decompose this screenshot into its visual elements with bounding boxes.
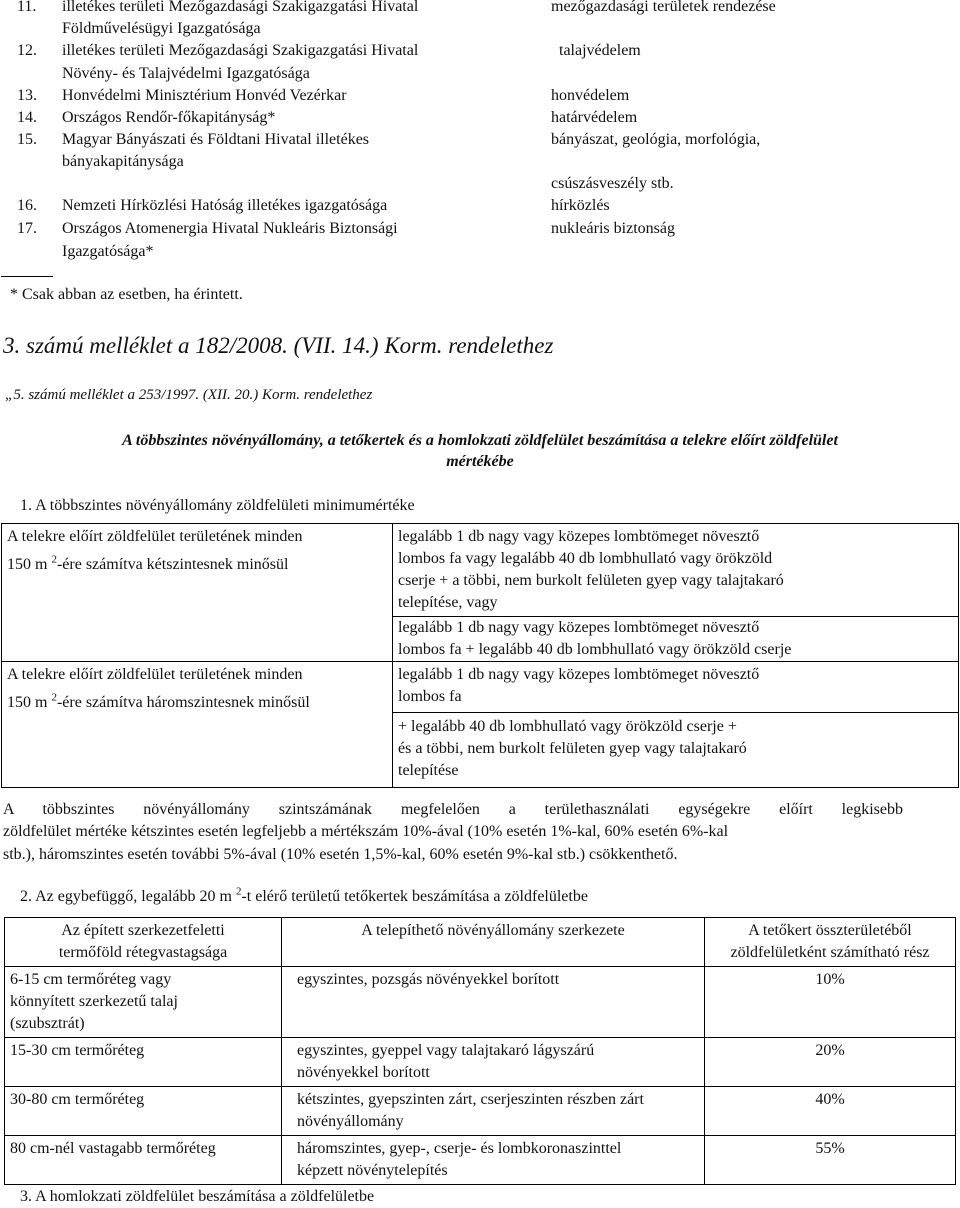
authority-number: 11. (17, 0, 37, 15)
superscript: 2 (51, 553, 57, 566)
authority-number: 16. (17, 197, 37, 214)
annex-title: 3. számú melléklet a 182/2008. (VII. 14.) Korm. rendelethez (3, 333, 554, 358)
table-cell-text: + legalább 40 db lombhullató vagy örökzöld cserje + (398, 718, 737, 735)
table-cell-text: és a többi, nem burkolt felületen gyep vagy talajtakaró (398, 740, 747, 757)
option-block (393, 713, 958, 784)
percentage-value: 10% (815, 971, 845, 988)
table-cell (705, 1087, 956, 1136)
table-cell-text: A telekre előírt zöldfelület területének minden (7, 666, 303, 683)
authority-name: illetékes területi Mezőgazdasági Szakigazgatási Hivatal (62, 42, 419, 59)
table-cell-text: kétszintes, gyepszinten zárt, cserjeszinten részben zárt (297, 1091, 644, 1108)
option-block (393, 617, 958, 661)
column-header-text: A tetőkert összterületéből (748, 922, 912, 939)
authority-name: Országos Atomenergia Hivatal Nukleáris Biztonsági (62, 220, 398, 237)
percentage-value: 20% (815, 1042, 845, 1059)
table-cell-text: könnyített szerkezetű talaj (10, 993, 178, 1010)
area-text: 150 m (7, 694, 48, 711)
table-cell-text: telepítése (398, 762, 459, 779)
option-block (393, 524, 958, 617)
authority-topic: nukleáris biztonság (551, 220, 675, 237)
table-cell (282, 1038, 705, 1087)
section-2-title-text: -t elérő területű tetőkertek beszámítása a zöldfelületbe (241, 888, 588, 905)
roof-garden-table (4, 917, 956, 1185)
table-cell (282, 967, 705, 1038)
table-cell (282, 1087, 705, 1136)
table-cell-text: növényekkel borított (297, 1064, 430, 1081)
authority-name: Magyar Bányászati és Földtani Hivatal illetékes (62, 131, 370, 148)
table-cell (705, 967, 956, 1038)
authority-topic: mezőgazdasági területek rendezése (551, 0, 776, 15)
table-cell-text: képzett növénytelepítés (297, 1162, 448, 1179)
authority-name: Igazgatósága* (62, 243, 154, 260)
footnote: * Csak abban az esetben, ha érintett. (10, 286, 243, 303)
table-cell (5, 1038, 282, 1087)
authority-topic: határvédelem (551, 109, 638, 126)
column-header-text: A telepíthető növényállomány szerkezete (361, 922, 625, 939)
table-cell-text (7, 692, 387, 714)
authority-topic: talajvédelem (559, 42, 641, 59)
table-cell (5, 1087, 282, 1136)
annex-subtitle: „5. számú melléklet a 253/1997. (XII. 20.) Korm. rendelethez (5, 387, 373, 403)
table-cell-text: 15-30 cm termőréteg (10, 1042, 145, 1059)
area-text: -ére számítva háromszintesnek minősül (56, 694, 310, 711)
table-cell (5, 1136, 282, 1185)
paragraph-line: stb.), háromszintes esetén további 5%-ával (10% esetén 1,5%-kal, 60% esetén 9%-kal stb.) csökkenthető. (3, 846, 678, 863)
footnote-separator (1, 276, 53, 277)
authority-number: 15. (17, 131, 37, 148)
column-header (5, 918, 282, 967)
minimum-value-table (1, 523, 959, 788)
table-row (5, 1087, 956, 1136)
table-row (5, 1136, 956, 1185)
area-text: 150 m (7, 556, 48, 573)
table-cell-text: egyszintes, gyeppel vagy talajtakaró lágyszárú (297, 1042, 595, 1059)
superscript: 2 (51, 691, 57, 704)
option-block (393, 662, 958, 713)
authority-name: illetékes területi Mezőgazdasági Szakigazgatási Hivatal (62, 0, 419, 15)
table-cell-text: telepítése, vagy (398, 594, 498, 611)
superscript: 2 (235, 885, 242, 898)
paragraph-line: zöldfelület mértéke kétszintes esetén legfeljebb a mértékszám 10%-ával (10% esetén 1%-kal, 60% esetén 6%-kal (3, 823, 729, 840)
authority-number: 17. (17, 220, 37, 237)
table-row (5, 1038, 956, 1087)
table-cell (705, 1038, 956, 1087)
table-cell-text: legalább 1 db nagy vagy közepes lombtömeget növesztő (398, 528, 760, 545)
table-cell (5, 967, 282, 1038)
authority-number: 14. (17, 109, 37, 126)
table-cell-text: A telekre előírt zöldfelület területének minden (7, 528, 303, 545)
table-row (2, 662, 959, 788)
table-header-row (5, 918, 956, 967)
table-cell-text: 30-80 cm termőréteg (10, 1091, 145, 1108)
column-header-text: zöldfelületként számítható rész (730, 944, 930, 961)
table-cell-text: 6-15 cm termőréteg vagy (10, 971, 172, 988)
table-cell (282, 1136, 705, 1185)
table-cell (2, 662, 393, 788)
table-row (5, 967, 956, 1038)
section-heading: A többszintes növényállomány, a tetőkertek és a homlokzati zöldfelület beszámítása a telekre előírt zöldfelület (122, 432, 838, 449)
section-1-title: 1. A többszintes növényállomány zöldfelületi minimumértéke (20, 497, 415, 514)
section-2-title (20, 886, 588, 908)
authority-name: Honvédelmi Minisztérium Honvéd Vezérkar (62, 87, 347, 104)
table-cell-text: (szubsztrát) (10, 1015, 85, 1032)
column-header (705, 918, 956, 967)
authority-number: 13. (17, 87, 37, 104)
authority-name: Nemzeti Hírközlési Hatóság illetékes igazgatósága (62, 197, 388, 214)
percentage-value: 40% (815, 1091, 845, 1108)
table-cell-text (7, 554, 387, 576)
table-cell-text: lombos fa (398, 688, 462, 705)
authority-topic: hírközlés (551, 197, 610, 214)
column-header (282, 918, 705, 967)
table-cell (393, 524, 959, 662)
authority-number: 12. (17, 42, 37, 59)
authority-topic: bányászat, geológia, morfológia, (551, 131, 761, 148)
authority-topic: honvédelem (551, 87, 630, 104)
table-cell-text: cserje + a többi, nem burkolt felületen gyep vagy talajtakaró (398, 572, 784, 589)
table-cell-text: legalább 1 db nagy vagy közepes lombtömeget növesztő (398, 619, 760, 636)
table-cell (393, 662, 959, 788)
paragraph-line: A többszintes növényállomány szintszámának megfelelően a területhasználati egységekre előírt legkisebb (3, 801, 903, 818)
authority-name: Földművelésügyi Igazgatósága (62, 20, 261, 37)
table-cell-text: legalább 1 db nagy vagy közepes lombtömeget növesztő (398, 666, 760, 683)
authority-name: bányakapitánysága (62, 153, 184, 170)
section-3-title: 3. A homlokzati zöldfelület beszámítása a zöldfelületbe (20, 1188, 375, 1205)
table-cell (705, 1136, 956, 1185)
table-cell-text: lombos fa vagy legalább 40 db lombhullató vagy örökzöld (398, 550, 773, 567)
table-cell (2, 524, 393, 662)
table-cell-text: egyszintes, pozsgás növényekkel borított (297, 971, 560, 988)
column-header-text: Az épített szerkezetfeletti (61, 922, 225, 939)
percentage-value: 55% (815, 1140, 845, 1157)
column-header-text: termőföld rétegvastagsága (58, 944, 228, 961)
table-cell-text: lombos fa + legalább 40 db lombhullató vagy örökzöld cserje (398, 641, 792, 658)
authority-name: Országos Rendőr-főkapitányság* (62, 109, 276, 126)
section-2-title-text: 2. Az egybefüggő, legalább 20 m (20, 888, 232, 905)
table-cell-text: 80 cm-nél vastagabb termőréteg (10, 1140, 216, 1157)
table-cell-text: növényállomány (297, 1113, 404, 1130)
section-heading: mértékébe (446, 453, 514, 470)
table-cell-text: háromszintes, gyep-, cserje- és lombkoronaszinttel (297, 1140, 622, 1157)
table-row (2, 524, 959, 662)
authority-topic: csúszásveszély stb. (551, 175, 674, 192)
area-text: -ére számítva kétszintesnek minősül (56, 556, 289, 573)
authority-name: Növény- és Talajvédelmi Igazgatósága (62, 65, 310, 82)
